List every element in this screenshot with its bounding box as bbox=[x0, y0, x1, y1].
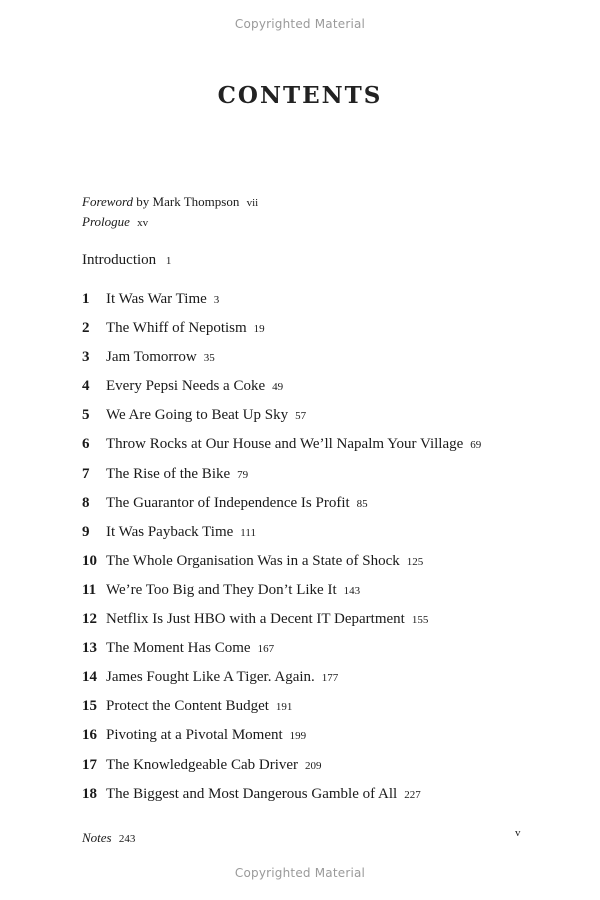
prologue-label: Prologue bbox=[82, 214, 130, 229]
chapter-number: 13 bbox=[82, 640, 97, 657]
chapter-entry bbox=[82, 611, 552, 640]
chapter-title: The Guarantor of Independence Is Profit bbox=[106, 494, 350, 511]
chapter-page: 167 bbox=[257, 643, 275, 656]
chapter-number: 4 bbox=[82, 378, 90, 395]
watermark-top: Copyrighted Material bbox=[234, 17, 366, 31]
page-title: CONTENTS bbox=[217, 82, 383, 109]
chapter-title: Netflix Is Just HBO with a Decent IT Department bbox=[106, 611, 405, 628]
chapter-page: 125 bbox=[406, 555, 424, 568]
chapter-number: 18 bbox=[82, 785, 97, 802]
chapter-entry bbox=[82, 582, 552, 611]
chapter-title: Every Pepsi Needs a Coke bbox=[106, 378, 266, 395]
chapter-entry bbox=[82, 786, 552, 815]
chapter-number: 14 bbox=[82, 669, 97, 686]
chapter-entry bbox=[82, 466, 552, 495]
foreword-page: vii bbox=[246, 197, 259, 209]
chapter-number: 10 bbox=[82, 552, 97, 569]
chapter-entry bbox=[82, 320, 552, 349]
chapter-entry bbox=[82, 349, 552, 378]
chapter-title: Jam Tomorrow bbox=[106, 349, 197, 366]
chapter-page: 35 bbox=[203, 352, 215, 365]
chapter-title: The Biggest and Most Dangerous Gamble of All bbox=[106, 785, 398, 802]
chapter-title: The Knowledgeable Cab Driver bbox=[106, 756, 299, 773]
chapter-title: Protect the Content Budget bbox=[106, 698, 269, 715]
chapter-entry bbox=[82, 553, 552, 582]
chapter-title: Throw Rocks at Our House and We’ll Napalm Your Village bbox=[106, 436, 464, 453]
chapter-page: 199 bbox=[289, 730, 307, 743]
chapter-title: The Whole Organisation Was in a State of Shock bbox=[106, 552, 400, 569]
chapter-page: 227 bbox=[404, 788, 421, 801]
chapter-number: 2 bbox=[82, 320, 90, 337]
chapter-entry bbox=[82, 378, 552, 407]
chapter-number: 1 bbox=[82, 291, 90, 307]
chapter-entry bbox=[82, 407, 552, 436]
chapter-page: 177 bbox=[321, 672, 339, 685]
chapter-number: 8 bbox=[82, 494, 90, 511]
chapter-page: 111 bbox=[240, 526, 256, 539]
chapter-page: 79 bbox=[237, 468, 249, 481]
chapter-page: 143 bbox=[343, 584, 361, 597]
chapter-page: 57 bbox=[295, 410, 307, 423]
chapter-entry bbox=[82, 698, 552, 727]
chapter-number: 12 bbox=[82, 611, 97, 628]
page-folio: v bbox=[515, 827, 521, 839]
prologue-page: xv bbox=[137, 217, 149, 229]
chapter-number: 3 bbox=[82, 349, 90, 366]
chapter-page: 69 bbox=[470, 439, 482, 452]
chapter-number: 9 bbox=[82, 523, 90, 540]
chapter-number: 11 bbox=[82, 581, 97, 598]
chapter-entry bbox=[82, 291, 552, 320]
chapter-list bbox=[82, 291, 552, 815]
chapter-page: 49 bbox=[272, 381, 284, 394]
notes-entry bbox=[82, 830, 135, 846]
chapter-number: 15 bbox=[82, 698, 97, 715]
chapter-number: 17 bbox=[82, 756, 97, 773]
prologue-entry bbox=[82, 212, 148, 233]
chapter-title: We Are Going to Beat Up Sky bbox=[106, 407, 289, 424]
chapter-page: 209 bbox=[305, 759, 322, 772]
chapter-title: Pivoting at a Pivotal Moment bbox=[106, 727, 283, 744]
chapter-entry bbox=[82, 524, 552, 553]
chapter-page: 19 bbox=[253, 323, 265, 336]
chapter-title: The Moment Has Come bbox=[106, 640, 251, 657]
chapter-entry bbox=[82, 727, 552, 756]
chapter-title: We’re Too Big and They Don’t Like It bbox=[106, 581, 337, 598]
chapter-entry bbox=[82, 640, 552, 669]
chapter-page: 85 bbox=[356, 497, 368, 510]
chapter-title: The Rise of the Bike bbox=[106, 465, 231, 482]
chapter-entry bbox=[82, 495, 552, 524]
chapter-number: 6 bbox=[82, 436, 90, 453]
chapter-page: 3 bbox=[213, 294, 220, 306]
chapter-number: 7 bbox=[82, 465, 90, 482]
foreword-author: by Mark Thompson bbox=[136, 194, 240, 209]
notes-page: 243 bbox=[118, 833, 136, 845]
chapter-number: 5 bbox=[82, 407, 90, 424]
chapter-entry bbox=[82, 757, 552, 786]
chapter-title: James Fought Like A Tiger. Again. bbox=[106, 669, 315, 686]
chapter-title: The Whiff of Nepotism bbox=[106, 320, 247, 337]
chapter-entry bbox=[82, 436, 552, 465]
foreword-entry bbox=[82, 192, 258, 213]
watermark-bottom: Copyrighted Material bbox=[234, 866, 366, 880]
introduction-entry bbox=[82, 252, 171, 269]
chapter-page: 155 bbox=[411, 614, 429, 627]
chapter-title: It Was War Time bbox=[106, 291, 207, 307]
notes-label: Notes bbox=[82, 830, 112, 845]
chapter-number: 16 bbox=[82, 727, 97, 744]
chapter-title: It Was Payback Time bbox=[106, 523, 234, 540]
introduction-page: 1 bbox=[165, 255, 172, 267]
chapter-page: 191 bbox=[275, 701, 293, 714]
chapter-entry bbox=[82, 669, 552, 698]
foreword-label: Foreword bbox=[82, 194, 134, 209]
introduction-label: Introduction bbox=[82, 252, 157, 268]
